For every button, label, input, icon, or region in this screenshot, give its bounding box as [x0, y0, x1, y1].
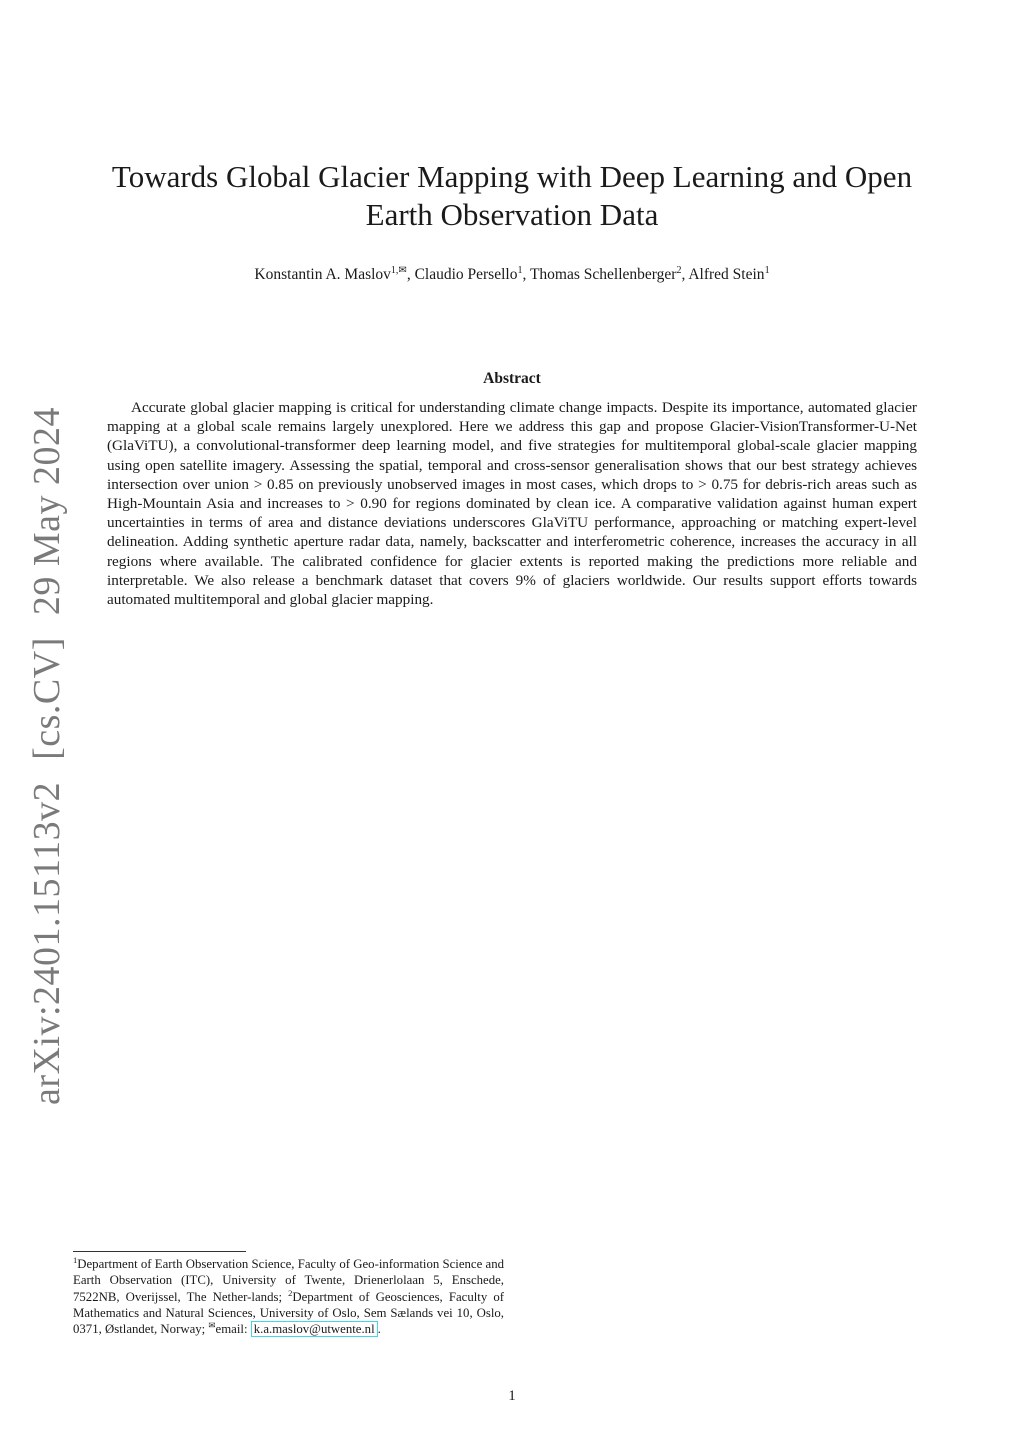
- author-name: Alfred Stein: [688, 266, 765, 283]
- author-affiliation: 1: [517, 265, 523, 276]
- page-number: 1: [508, 1388, 516, 1404]
- arxiv-stamp: [25, 385, 69, 1105]
- email-label: email:: [215, 1322, 251, 1337]
- arxiv-date: 29 May 2024: [26, 406, 68, 616]
- affiliation-1: Department of Earth Observation Science, Faculty of Geo-information Science and Earth Observation (ITC), University of Twente, Drienerlolaan 5, Enschede, 7522NB, Overijssel, The Nether-lands;: [73, 1257, 504, 1304]
- affiliation-footnote: $^1$Department of Earth Observation Science, Faculty of Geo-information Science and Earth Observation (ITC), University of Twente, Drienerlolaan 5, Enschede, 7522NB, Overijssel, The Nether-lands; $^2$Department of Geosciences, Faculty of Mathematics and Natural Sciences, University of Oslo, Sem Sælands vei 10, Oslo, 0371, Østlandet, Norway; ✉email: k.a.maslov@utwente.nl .: [73, 1255, 504, 1337]
- author-affiliation: 2: [676, 265, 682, 276]
- author-name: Thomas Schellenberger: [529, 266, 677, 283]
- envelope-icon: ✉: [398, 265, 407, 276]
- author-name: Claudio Persello: [414, 266, 518, 283]
- footnote-mark: 2: [288, 1287, 293, 1298]
- email-link[interactable]: k.a.maslov@utwente.nl: [251, 1321, 378, 1337]
- author-name: Konstantin A. Maslov: [254, 266, 391, 283]
- footnote-divider: [73, 1251, 246, 1252]
- abstract-heading: Abstract: [483, 370, 541, 387]
- affiliation-2: Department of Geosciences, Faculty of Mathematics and Natural Sciences, University of Oslo, Sem Sælands vei 10, Oslo, 0371, Østlandet, Norway;: [73, 1289, 504, 1337]
- arxiv-category: [cs.CV]: [26, 637, 68, 760]
- paper-title: Towards Global Glacier Mapping with Deep Learning and Open Earth Observation Data: [111, 159, 913, 232]
- author-affiliation: 1: [764, 265, 770, 276]
- footnote-mark: 1: [73, 1255, 78, 1265]
- author-affiliation: 1,✉: [390, 265, 407, 276]
- envelope-icon: ✉: [208, 1320, 216, 1331]
- author-list: Konstantin A. Maslov$^{1,✉}$, Claudio Persello$^1$, Thomas Schellenberger$^2$, Alfred Stein$^1$: [254, 265, 770, 283]
- abstract-text: Accurate global glacier mapping is critical for understanding climate change impacts. Despite its importance, automated glacier mapping at a global scale remains largely unexplored. Here we address this gap and propose Glacier-VisionTransformer-U-Net (GlaViTU), a convolutional-transformer deep learning model, and five strategies for multitemporal global-scale glacier mapping using open satellite imagery. Assessing the spatial, temporal and cross-sensor generalisation shows that our best strategy achieves intersection over union > 0.85 on previously unobserved images in most cases, which drops to > 0.75 for debris-rich areas such as High-Mountain Asia and increases to > 0.90 for regions dominated by clean ice. A comparative validation against human expert uncertainties in terms of area and distance deviations underscores GlaViTU performance, approaching or matching expert-level delineation. Adding synthetic aperture radar data, namely, backscatter and interferometric coherence, increases the accuracy in all regions where available. The calibrated confidence for glacier extents is reported making the predictions more reliable and interpretable. We also release a benchmark dataset that covers 9% of glaciers worldwide. Our results support efforts towards automated multitemporal and global glacier mapping.: [107, 399, 917, 609]
- arxiv-id: arXiv:2401.15113v2: [26, 781, 68, 1106]
